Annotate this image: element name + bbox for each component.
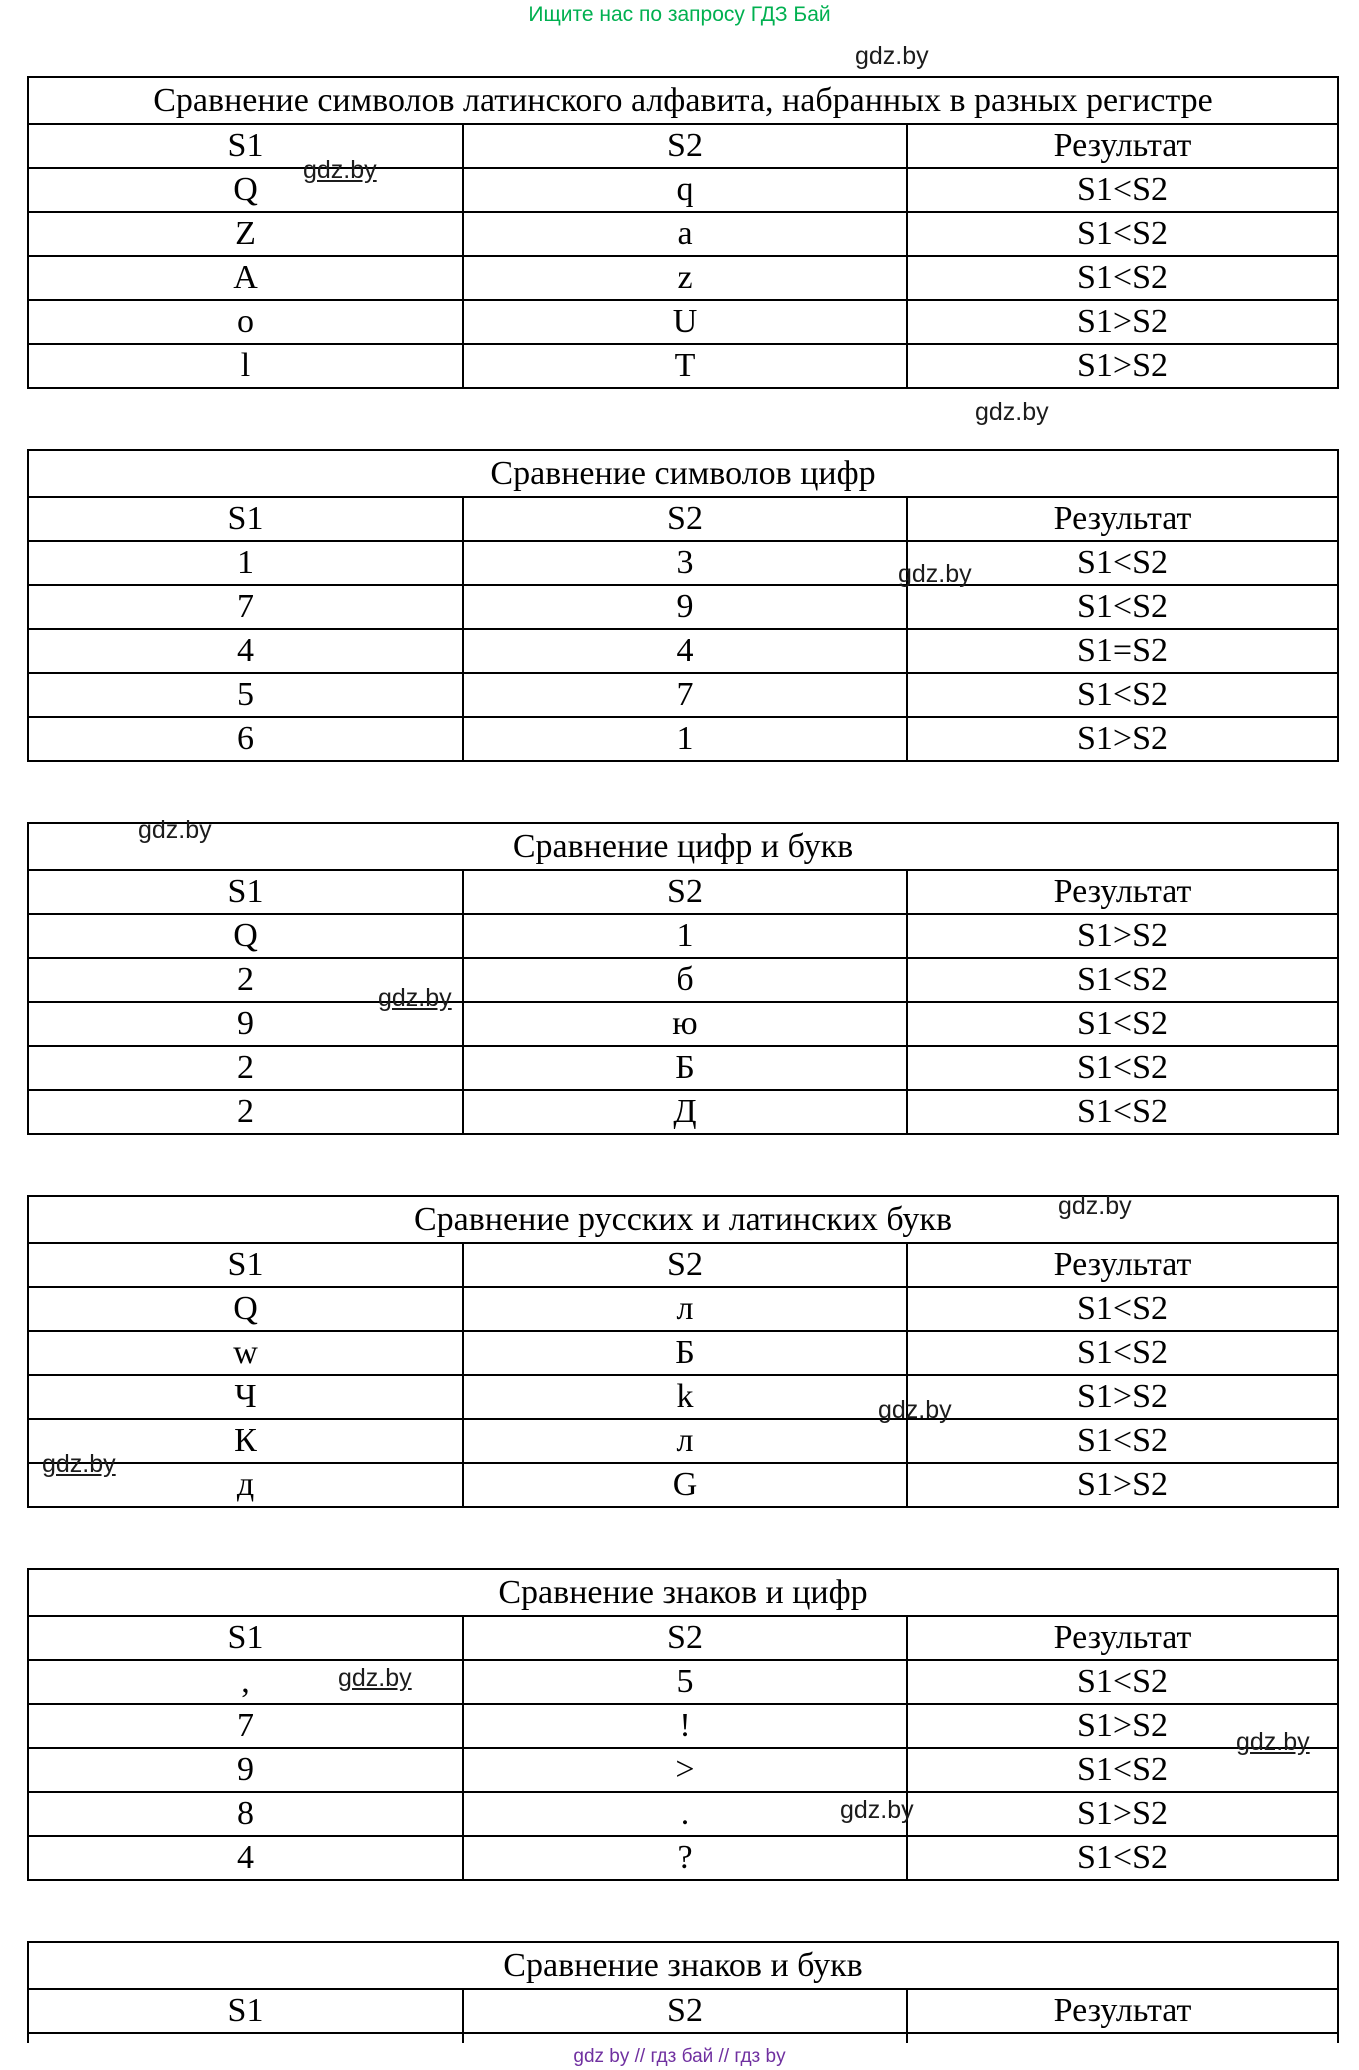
header-cell-s2: S2 — [463, 870, 907, 914]
cell-s2: б — [463, 958, 907, 1002]
cell-s1: 4 — [28, 629, 463, 673]
table-row — [28, 1792, 1338, 1836]
cell-s1: A — [28, 256, 463, 300]
cell-s2: л — [463, 1419, 907, 1463]
gdzby-watermark: gdz.by — [898, 560, 972, 588]
table-row — [28, 212, 1338, 256]
cell-result: S1<S2 — [907, 1090, 1338, 1134]
table-row — [28, 958, 1338, 1002]
table-header-row — [28, 1243, 1338, 1287]
gdzby-watermark: gdz.by — [338, 1664, 412, 1692]
table-header-row — [28, 870, 1338, 914]
comparison-table-signs-letters — [27, 1941, 1339, 2043]
cell-s2: 1 — [463, 717, 907, 761]
table-row — [28, 914, 1338, 958]
cell-s1 — [28, 2033, 463, 2043]
cell-s1: 8 — [28, 1792, 463, 1836]
table-row — [28, 673, 1338, 717]
table-row — [28, 300, 1338, 344]
cell-s2: . — [463, 1792, 907, 1836]
table-title: Сравнение символов цифр — [28, 450, 1338, 497]
cell-s1: l — [28, 344, 463, 388]
gdzby-watermark: gdz.by — [975, 398, 1049, 426]
cell-s2: Б — [463, 1046, 907, 1090]
comparison-table-latin-case — [27, 76, 1339, 389]
cell-result: S1=S2 — [907, 629, 1338, 673]
cell-result: S1<S2 — [907, 1287, 1338, 1331]
cell-s1: 4 — [28, 1836, 463, 1880]
cell-s2: л — [463, 1287, 907, 1331]
header-cell-s2: S2 — [463, 1616, 907, 1660]
header-cell-s1: S1 — [28, 497, 463, 541]
comparison-table-signs-digits — [27, 1568, 1339, 1881]
header-cell-result: Результат — [907, 870, 1338, 914]
header-cell-s1: S1 — [28, 1989, 463, 2033]
cell-s1: , — [28, 1660, 463, 1704]
table-row — [28, 1463, 1338, 1507]
table-row — [28, 168, 1338, 212]
cell-result: S1<S2 — [907, 1748, 1338, 1792]
table-header-row — [28, 124, 1338, 168]
gdzby-watermark: gdz.by — [1236, 1728, 1310, 1756]
comparison-table-digits — [27, 449, 1339, 762]
cell-s2: z — [463, 256, 907, 300]
table-title-row — [28, 1942, 1338, 1989]
header-cell-result: Результат — [907, 1616, 1338, 1660]
table-row — [28, 1331, 1338, 1375]
table-row — [28, 1375, 1338, 1419]
table-row — [28, 1704, 1338, 1748]
cell-s2: a — [463, 212, 907, 256]
cell-result: S1>S2 — [907, 300, 1338, 344]
cell-result: S1<S2 — [907, 673, 1338, 717]
table-header-row — [28, 1616, 1338, 1660]
table-row — [28, 1419, 1338, 1463]
cell-s1: o — [28, 300, 463, 344]
cell-s1: 2 — [28, 1090, 463, 1134]
cell-s1: Z — [28, 212, 463, 256]
cell-s2: 4 — [463, 629, 907, 673]
cell-s2: ! — [463, 1704, 907, 1748]
footer-text: gdz by // гдз бай // гдз by — [573, 2046, 786, 2067]
cell-result: S1>S2 — [907, 344, 1338, 388]
cell-s2: U — [463, 300, 907, 344]
cell-result: S1<S2 — [907, 1419, 1338, 1463]
table-row — [28, 1287, 1338, 1331]
cell-result: S1>S2 — [907, 1704, 1338, 1748]
table-title: Сравнение символов латинского алфавита, набранных в разных регистре — [28, 77, 1338, 124]
table-title-row — [28, 823, 1338, 870]
cell-result: S1>S2 — [907, 1463, 1338, 1507]
gdzby-watermark: gdz.by — [855, 42, 929, 70]
cell-result: S1<S2 — [907, 958, 1338, 1002]
cell-result: S1<S2 — [907, 1002, 1338, 1046]
cell-s2: 9 — [463, 585, 907, 629]
cell-s2: q — [463, 168, 907, 212]
gdzby-watermark: gdz.by — [840, 1796, 914, 1824]
table-title-row — [28, 1569, 1338, 1616]
table-title-row — [28, 77, 1338, 124]
cell-s1: Q — [28, 914, 463, 958]
header-cell-s2: S2 — [463, 124, 907, 168]
cell-result: S1>S2 — [907, 1375, 1338, 1419]
cell-result: S1>S2 — [907, 717, 1338, 761]
table-row — [28, 1046, 1338, 1090]
comparison-table-digits-letters — [27, 822, 1339, 1135]
gdzby-watermark: gdz.by — [1058, 1192, 1132, 1220]
header-cell-s1: S1 — [28, 1616, 463, 1660]
cell-s2: Д — [463, 1090, 907, 1134]
header-cell-s1: S1 — [28, 124, 463, 168]
header-cell-result: Результат — [907, 124, 1338, 168]
cell-result: S1<S2 — [907, 1046, 1338, 1090]
comparison-table-russian-latin — [27, 1195, 1339, 1508]
cell-s2: 3 — [463, 541, 907, 585]
cell-s1: 7 — [28, 585, 463, 629]
gdzby-watermark: gdz.by — [138, 816, 212, 844]
cell-result: S1<S2 — [907, 541, 1338, 585]
cell-s1: д — [28, 1463, 463, 1507]
header-cell-result: Результат — [907, 497, 1338, 541]
header-cell-s1: S1 — [28, 1243, 463, 1287]
header-cell-s2: S2 — [463, 1243, 907, 1287]
cell-result: S1>S2 — [907, 1792, 1338, 1836]
cell-s1: 7 — [28, 1704, 463, 1748]
cell-result — [907, 2033, 1338, 2043]
table-row — [28, 344, 1338, 388]
cell-s1: w — [28, 1331, 463, 1375]
table-header-row — [28, 497, 1338, 541]
table-title: Сравнение цифр и букв — [28, 823, 1338, 870]
cell-s2: k — [463, 1375, 907, 1419]
table-header-row — [28, 1989, 1338, 2033]
cell-s1: 1 — [28, 541, 463, 585]
table-title-row — [28, 1196, 1338, 1243]
cell-s1: Q — [28, 1287, 463, 1331]
cell-result: S1<S2 — [907, 1836, 1338, 1880]
header-cell-result: Результат — [907, 1243, 1338, 1287]
table-row — [28, 585, 1338, 629]
cell-s1: К — [28, 1419, 463, 1463]
table-title-row — [28, 450, 1338, 497]
cell-result: S1<S2 — [907, 1331, 1338, 1375]
cell-s2: T — [463, 344, 907, 388]
cell-s2: ю — [463, 1002, 907, 1046]
cell-s1: Ч — [28, 1375, 463, 1419]
table-row — [28, 1836, 1338, 1880]
cell-s2 — [463, 2033, 907, 2043]
top-banner-text: Ищите нас по запросу ГДЗ Бай — [528, 3, 831, 26]
cell-s2: 5 — [463, 1660, 907, 1704]
header-cell-s1: S1 — [28, 870, 463, 914]
header-cell-result: Результат — [907, 1989, 1338, 2033]
header-cell-s2: S2 — [463, 497, 907, 541]
cell-result: S1>S2 — [907, 914, 1338, 958]
table-row — [28, 1748, 1338, 1792]
table-row — [28, 629, 1338, 673]
cell-s1: 6 — [28, 717, 463, 761]
table-row — [28, 256, 1338, 300]
table-row — [28, 1090, 1338, 1134]
table-row — [28, 717, 1338, 761]
cell-s2: G — [463, 1463, 907, 1507]
cell-s2: ? — [463, 1836, 907, 1880]
cell-s2: > — [463, 1748, 907, 1792]
cell-s1: Q — [28, 168, 463, 212]
cell-s1: 9 — [28, 1002, 463, 1046]
table-row — [28, 541, 1338, 585]
table-title: Сравнение русских и латинских букв — [28, 1196, 1338, 1243]
cell-s1: 2 — [28, 958, 463, 1002]
cell-s1: 2 — [28, 1046, 463, 1090]
table-title: Сравнение знаков и цифр — [28, 1569, 1338, 1616]
cell-result: S1<S2 — [907, 256, 1338, 300]
cell-s2: 1 — [463, 914, 907, 958]
cell-result: S1<S2 — [907, 212, 1338, 256]
cell-s2: 7 — [463, 673, 907, 717]
cell-result: S1<S2 — [907, 1660, 1338, 1704]
table-row — [28, 1002, 1338, 1046]
cell-s2: Б — [463, 1331, 907, 1375]
gdzby-watermark: gdz.by — [303, 156, 377, 184]
gdzby-watermark: gdz.by — [42, 1450, 116, 1478]
table-title: Сравнение знаков и букв — [28, 1942, 1338, 1989]
header-cell-s2: S2 — [463, 1989, 907, 2033]
gdzby-watermark: gdz.by — [378, 984, 452, 1012]
cell-result: S1<S2 — [907, 168, 1338, 212]
cell-result: S1<S2 — [907, 585, 1338, 629]
cell-s1: 9 — [28, 1748, 463, 1792]
cell-s1: 5 — [28, 673, 463, 717]
table-row-partial — [28, 2033, 1338, 2043]
gdzby-watermark: gdz.by — [878, 1396, 952, 1424]
table-row — [28, 1660, 1338, 1704]
